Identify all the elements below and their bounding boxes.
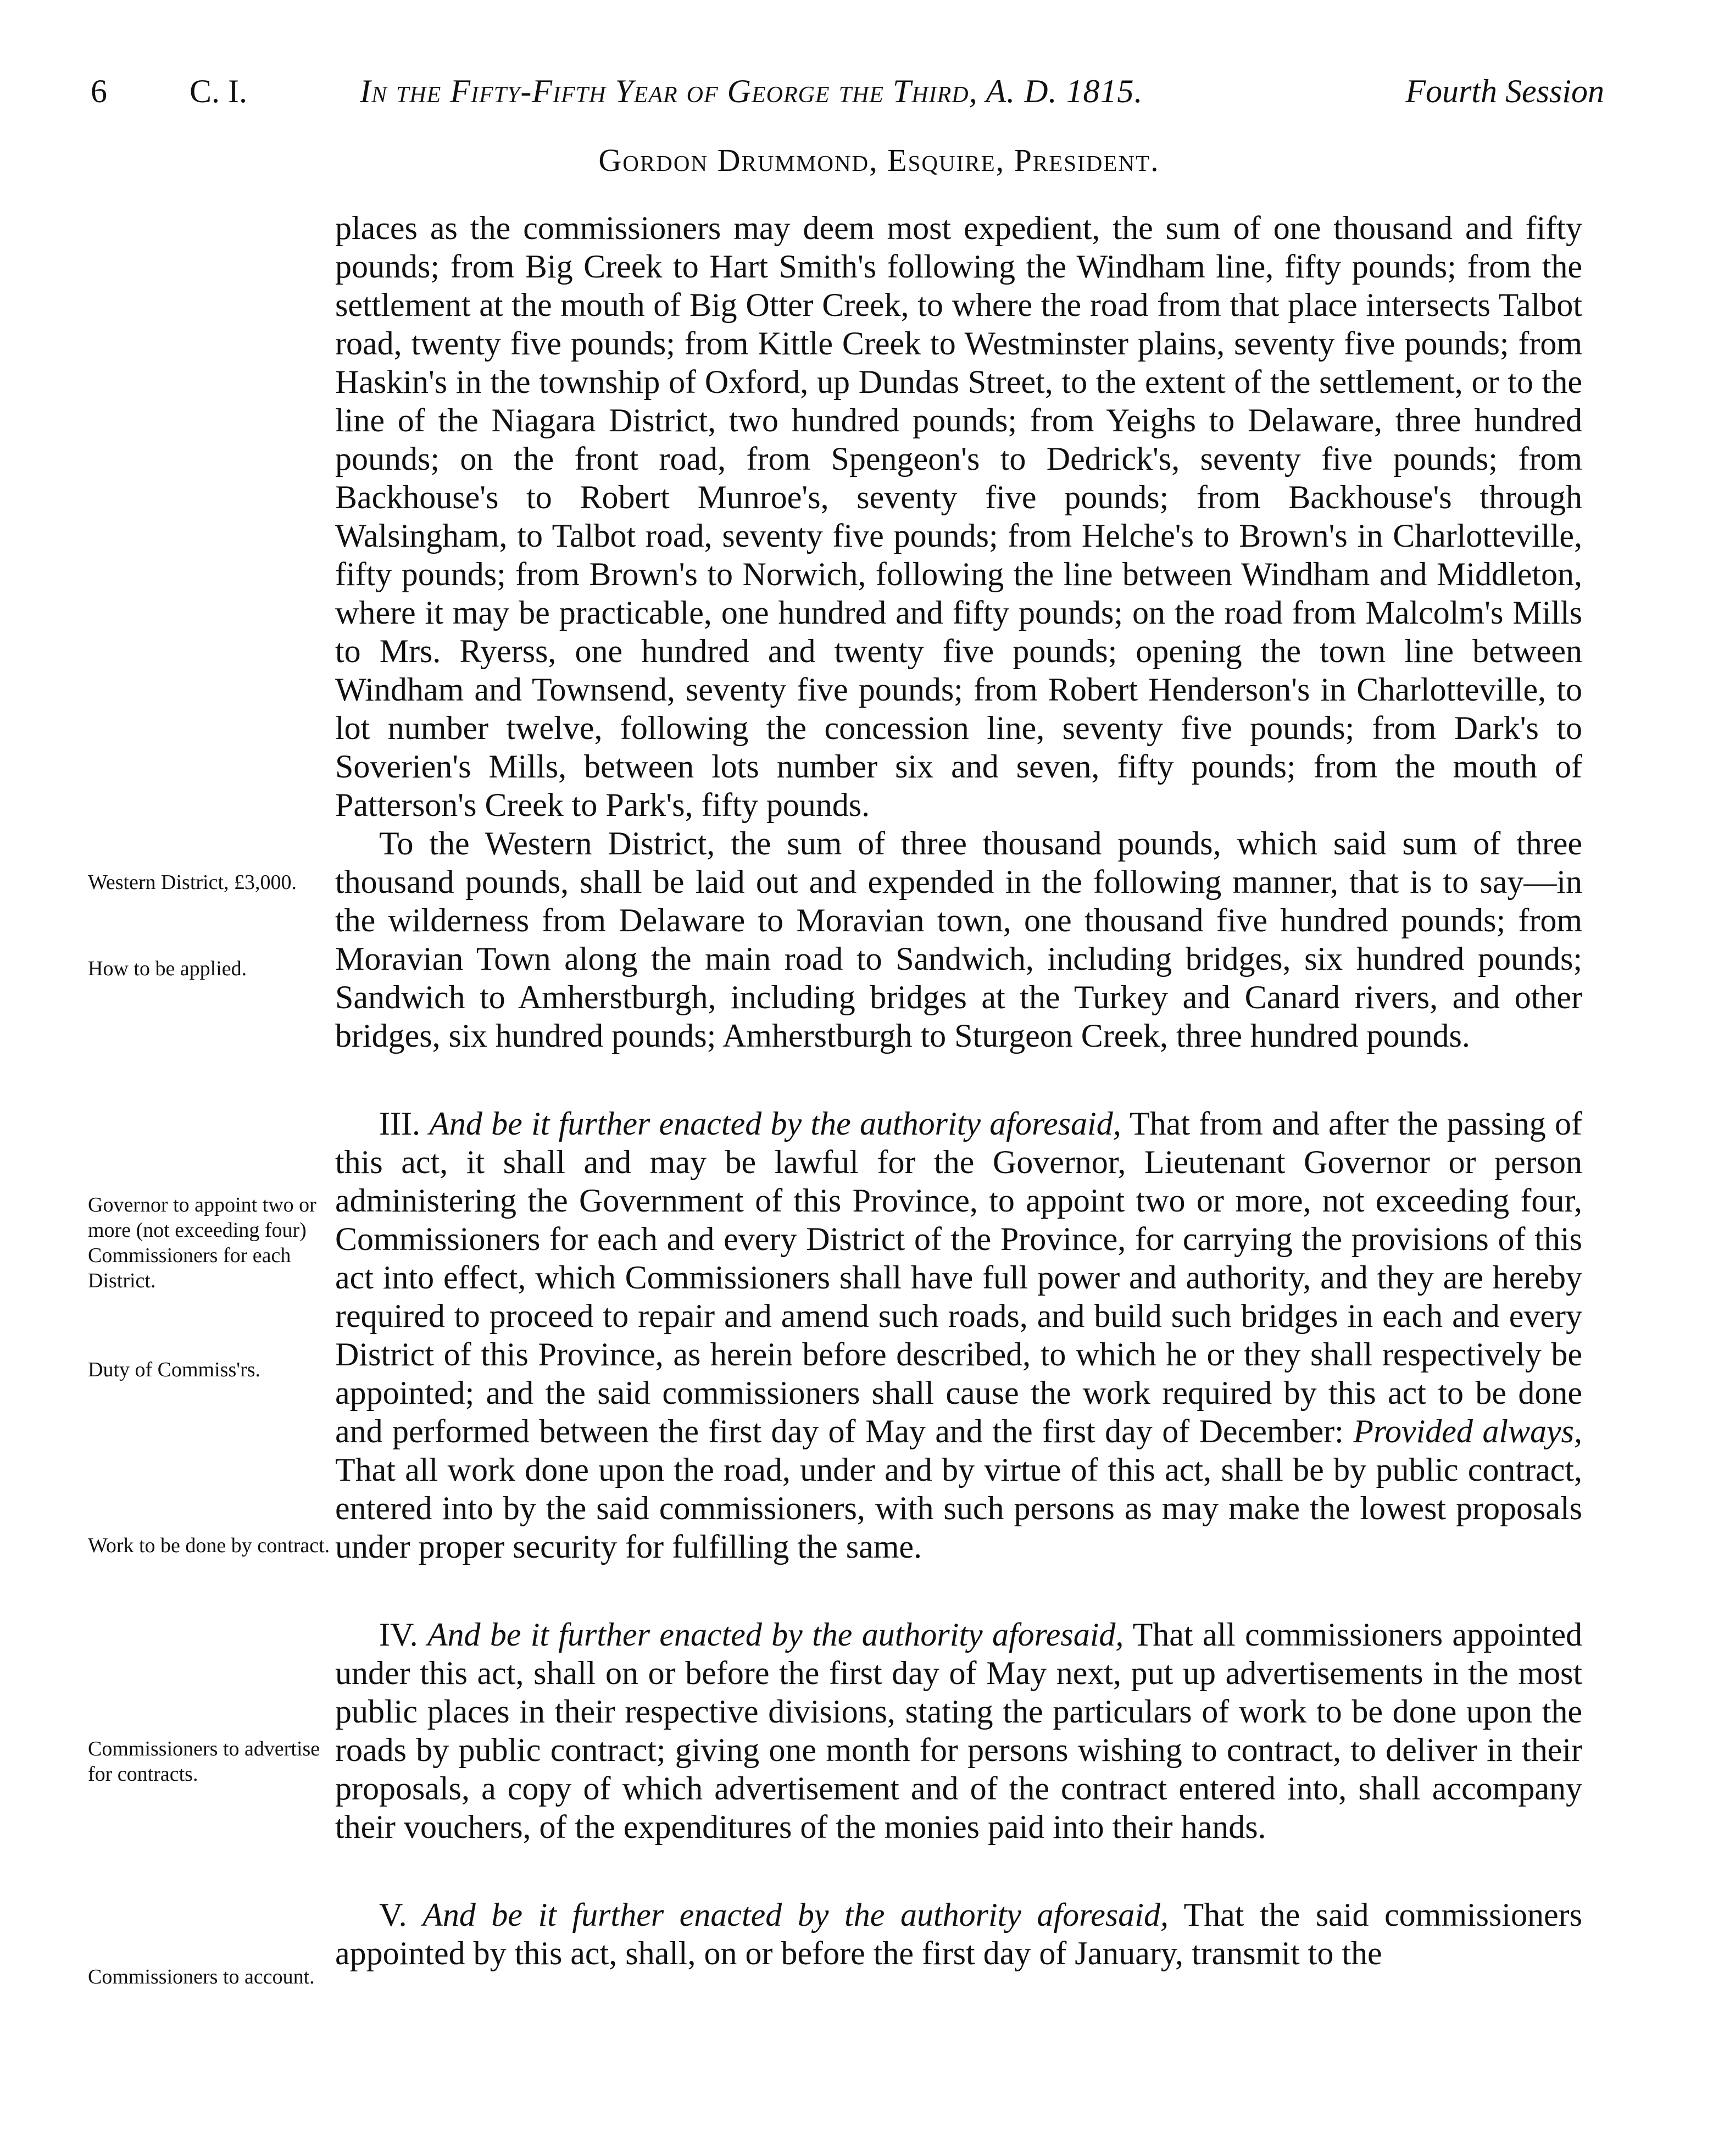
margin-note-duty: Duty of Commiss'rs.	[88, 1358, 261, 1381]
enacting-clause: And be it further enacted by the authority aforesaid,	[422, 1897, 1169, 1933]
session-label: Fourth Session	[1405, 73, 1604, 109]
section-number: III.	[379, 1105, 420, 1142]
section-v	[335, 1896, 1582, 1972]
section-text: That the said commissioners appointed by this act, shall, on or before the first day of January, transmit to the	[335, 1897, 1583, 1971]
section-number: V.	[379, 1897, 407, 1933]
running-header	[91, 65, 1604, 118]
section-iii	[335, 1104, 1582, 1566]
margin-note-governor-appoint: Governor to appoint two or more (not exceeding four) Commissioners for each District.	[88, 1193, 316, 1292]
section-number: IV.	[379, 1616, 418, 1653]
body-text	[335, 209, 1582, 1972]
margin-note-western-district: Western District, £3,000.	[88, 871, 297, 894]
section-gap	[335, 1846, 1582, 1896]
enacting-clause: And be it further enacted by the authority aforesaid,	[429, 1105, 1121, 1142]
page-number: 6	[91, 73, 107, 109]
chapter-number: C. I.	[190, 73, 247, 109]
enacting-clause: And be it further enacted by the authority aforesaid,	[427, 1616, 1124, 1653]
section-iv	[335, 1615, 1582, 1846]
header-title: In the Fifty-Fifth Year of George the Third, A. D. 1815.	[360, 73, 1143, 109]
proviso-clause: Provided always,	[1353, 1413, 1582, 1449]
margin-note-advertise: Commissioners to advertise for contracts.	[88, 1737, 320, 1786]
paragraph-western-district: To the Western District, the sum of three thousand pounds, which said sum of three thousand pounds, shall be laid out and expended in the following manner, that is to say—in the wilderness from Delaware to Moravian town, one thousand five hundred pounds; from Moravian Town along the main road to Sandwich, including bridges, six hundred pounds; Sandwich to Amherstburgh, including bridges at the Turkey and Canard rivers, and other bridges, six hundred pounds; Amherstburgh to Sturgeon Creek, three hundred pounds.	[335, 825, 1582, 1054]
section-text: That all work done upon the road, under and by virtue of this act, shall be by public contract, entered into by the said commissioners, with such persons as may make the lowest proposals under proper security for fulfilling the same.	[335, 1452, 1582, 1565]
margin-note-account: Commissioners to account.	[88, 1965, 315, 1988]
paragraph-continued: places as the commissioners may deem most expedient, the sum of one thousand and fifty pounds; from Big Creek to Hart Smith's following the Windham line, fifty pounds; from the settlement at the mouth of Big Otter Creek, to where the road from that place intersects Talbot road, twenty five pounds; from Kittle Creek to Westminster plains, seventy five pounds; from Haskin's in the township of Oxford, up Dundas Street, to the extent of the settlement, or to the line of the Niagara District, two hundred pounds; from Yeighs to Delaware, three hundred pounds; on the front road, from Spengeon's to Dedrick's, seventy five pounds; from Backhouse's to Robert Munroe's, seventy five pounds; from Backhouse's through Walsingham, to Talbot road, seventy five pounds; from Helche's to Brown's in Charlotteville, fifty pounds; from Brown's to Norwich, following the line between Windham and Middleton, where it may be practicable, one hundred and fifty pounds; on the road from Malcolm's Mills to Mrs. Ryerss, one hundred and twenty five pounds; opening the town line between Windham and Townsend, seventy five pounds; from Robert Henderson's in Charlotteville, to lot number twelve, following the concession line, seventy five pounds; from Dark's to Soverien's Mills, between lots number six and seven, fifty pounds; from the mouth of Patterson's Creek to Park's, fifty pounds.	[335, 210, 1582, 823]
section-text: That from and after the passing of this act, it shall and may be lawful for the Governor, Lieutenant Governor or person administering the Government of this Province, to appoint two or more, not exceeding four, Commissioners for each and every District of the Province, for carrying the provisions of this act into effect, which Commissioners shall have full power and authority, and they are hereby required to proceed to repair and amend such roads, and build such bridges in each and every District of this Province, as herein before described, to which he or they shall respectively be appointed; and the said commissioners shall cause the work required by this act to be done and performed between the first day of May and the first day of December:	[335, 1105, 1583, 1449]
president-subheader: Gordon Drummond, Esquire, President.	[598, 142, 1160, 178]
margin-note-contract: Work to be done by contract.	[88, 1534, 330, 1557]
section-gap	[335, 1566, 1582, 1615]
section-gap	[335, 1055, 1582, 1104]
section-text: That all commissioners appointed under this act, shall on or before the first day of May next, put up advertisements in the most public places in their respective divisions, stating the particulars of work to be done upon the roads by public contract; giving one month for persons wishing to contract, to deliver in their proposals, a copy of which advertisement and of the contract entered into, shall accompany their vouchers, of the expenditures of the monies paid into their hands.	[335, 1616, 1583, 1845]
margin-note-how-applied: How to be applied.	[88, 957, 247, 980]
